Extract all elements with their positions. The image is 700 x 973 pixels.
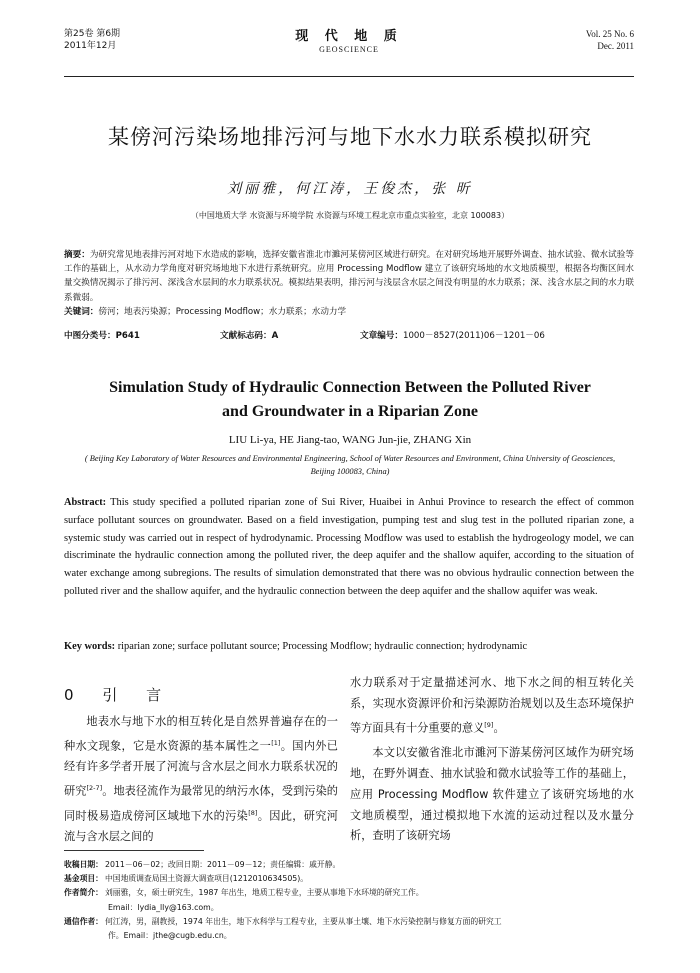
footnote-fund-label: 基金项目： — [64, 874, 103, 884]
keywords-en-label: Key words: — [64, 641, 116, 652]
citation-ref[interactable]: [8] — [248, 808, 258, 817]
abstract-cn-label: 摘要： — [64, 250, 90, 260]
intro-text-b: 。国内外已经有许多学者开展了河流与含水层之间水力联系状况的研究 — [64, 739, 338, 798]
footnote-author-label: 作者简介： — [64, 888, 103, 898]
authors-cn: 刘丽雅，何江涛，王俊杰，张 昕 — [227, 181, 473, 197]
issue-date-en: Dec. 2011 — [597, 41, 634, 51]
keywords-cn-label: 关键词： — [64, 306, 99, 317]
keywords-en-text: riparian zone; surface pollutant source; Processing Modflow; hydraulic connection; hydrodynamic — [115, 641, 528, 652]
keywords-en — [64, 641, 634, 652]
running-header — [64, 22, 634, 64]
clc-label: 中图分类号： — [64, 331, 116, 341]
footnote-dates — [64, 858, 634, 872]
footnote-dates-text: 2011－06－02；改回日期：2011－09－12；责任编辑：戚开静。 — [104, 860, 341, 869]
article-label: 文章编号： — [360, 331, 403, 341]
citation-ref[interactable]: [1] — [271, 738, 281, 747]
intro-cont-text: 水力联系对于定量描述河水、地下水之间的相互转化关系，实现水资源评价和污染源防治规划以及生态环境保护等方面具有十分重要的意义 — [350, 676, 634, 735]
citation-ref[interactable]: [2-7] — [86, 784, 103, 793]
journal-name — [64, 25, 634, 54]
footnote-rule — [64, 850, 204, 851]
intro-cont-end: 。 — [493, 721, 505, 735]
section-heading — [64, 684, 173, 705]
section-number: 0 — [64, 686, 86, 704]
abstract-en-label: Abstract: — [64, 497, 107, 508]
citation-ref[interactable]: [9] — [484, 720, 494, 729]
abstract-cn-body — [64, 248, 634, 305]
footnote-author-email[interactable]: Email：lydia_lly@163.com。 — [108, 902, 219, 912]
issue-date: 2011年12月 — [64, 41, 117, 51]
journal-title-en: GEOSCIENCE — [319, 45, 379, 54]
doc-label: 文献标志码： — [220, 331, 272, 341]
paper-title-cn: 某傍河污染场地排污河与地下水水力联系模拟研究 — [108, 125, 592, 149]
issue-info-en — [586, 28, 634, 52]
footnote-contact — [64, 915, 634, 929]
abstract-cn-text: 为研究常见地表排污河对地下水造成的影响，选择安徽省淮北市濉河某傍河区域进行研究。在对研究场地开展野外调查、抽水试验、微水试验等工作的基础上，从水动力学角度对研究场地地下水进行系统研究。应用 Processing Modflow 建立了该研究场地的水文地质模型，根据各均衡区间水量交换情况揭示了排污河、深浅含水层间的水力联系状况。模拟结果表明，排污河与浅层含水层之间没有明显的水力联系；深、浅含水层之间的水力联系微弱。 — [64, 250, 634, 303]
intro-text-a: 地表水与地下水的相互转化是自然界普遍存在的一种水文现象，它是水资源的基本属性之一 — [64, 715, 338, 753]
section-title: 引 言 — [102, 686, 174, 704]
doc-value: A — [271, 331, 279, 341]
clc-number — [64, 329, 140, 341]
footnote-fund — [64, 872, 634, 886]
abstract-en-text: This study specified a polluted riparian zone of Sui River, Huaibei in Anhui Province to research the effect of common surface pollutant sources on groundwater. Based on a field investigation, pumping test and slug test in the polluted riparian zone, a systemic study was carried out in respect of hydrodynamic. Processing Modflow was used to establish the hydrogeology model, we can discriminate the hydraulic connection among the polluted river, the deep aquifer and the shallow aquifer, according to the situation of water exchange among subregions. The results of simulation demonstrated that there was no obvious hydraulic connection between the polluted river and the shallow aquifer, and the hydraulic connection between the deep aquifer and the shallow aquifer was weak. — [64, 497, 634, 597]
body-column-left — [64, 712, 338, 848]
abstract-en — [64, 494, 634, 601]
footnote-author — [64, 886, 634, 900]
volume-issue-en: Vol. 25 No. 6 — [585, 29, 634, 39]
footnote-contact-text: 何江涛，男，副教授，1974 年出生，地下水科学与工程专业，主要从事土壤、地下水污染控制与修复方面的研究工 — [104, 916, 502, 926]
keywords-cn — [64, 305, 634, 319]
intro-paragraph-1 — [64, 712, 338, 848]
footnote-contact-email[interactable]: 作。Email：jthe@cugb.edu.cn。 — [108, 931, 232, 941]
authors-en: LIU Li-ya, HE Jiang-tao, WANG Jun-jie, ZHANG Xin — [228, 434, 472, 446]
keywords-cn-text: 傍河；地表污染源；Processing Modflow；水力联系；水动力学 — [98, 306, 347, 317]
clc-value: P641 — [115, 331, 140, 341]
affiliation-en: ( Beijing Key Laboratory of Water Resources and Environmental Engineering, School of Water Resources and Environment, China University of Geosciences, Beijing 100083, China) — [84, 454, 616, 476]
paper-title-en-line1: Simulation Study of Hydraulic Connection Between the Polluted River — [109, 379, 591, 396]
intro-text-c: 。地表径流作为最常见的纳污水体，受到污染的同时极易造成傍河区域地下水的污染 — [64, 784, 338, 823]
footnote-contact-label: 通信作者： — [64, 916, 103, 926]
body-column-right — [350, 673, 634, 847]
abstract-cn — [64, 248, 634, 319]
article-number — [360, 329, 545, 341]
footnote-fund-text: 中国地质调查局国土资源大调查项目(1212010634505)。 — [104, 874, 309, 884]
footnote-author-text: 刘丽雅，女，硕士研究生，1987 年出生，地质工程专业，主要从事地下水环境的研究工作。 — [104, 888, 424, 898]
volume-issue: 第25卷 第6期 — [64, 29, 121, 39]
footnote-dates-label: 收稿日期： — [64, 860, 103, 869]
header-rule — [64, 76, 634, 77]
intro-text-d: 。因此，研究河流与含水层之间的 — [64, 809, 338, 844]
paper-title-en — [0, 376, 700, 424]
intro-paragraph-2: 本文以安徽省淮北市濉河下游某傍河区域作为研究场地，在野外调查、抽水试验和微水试验等工作的基础上，应用 Processing Modflow 软件建立了该研究场地的水文地质模型，通过模拟地下水流的运动过程以及水量分析，查明了该研究场 — [350, 746, 634, 843]
footnotes — [64, 858, 634, 943]
article-value: 1000－8527(2011)06－1201－06 — [402, 331, 545, 341]
intro-paragraph-1-cont — [350, 673, 634, 739]
classification-line — [64, 329, 634, 343]
doc-code — [220, 329, 278, 341]
paper-title-en-line2: and Groundwater in a Riparian Zone — [222, 403, 478, 420]
journal-title-cn: 现 代 地 质 — [295, 29, 403, 44]
affiliation-cn: （中国地质大学 水资源与环境学院 水资源与环境工程北京市重点实验室，北京 100083） — [190, 211, 510, 220]
